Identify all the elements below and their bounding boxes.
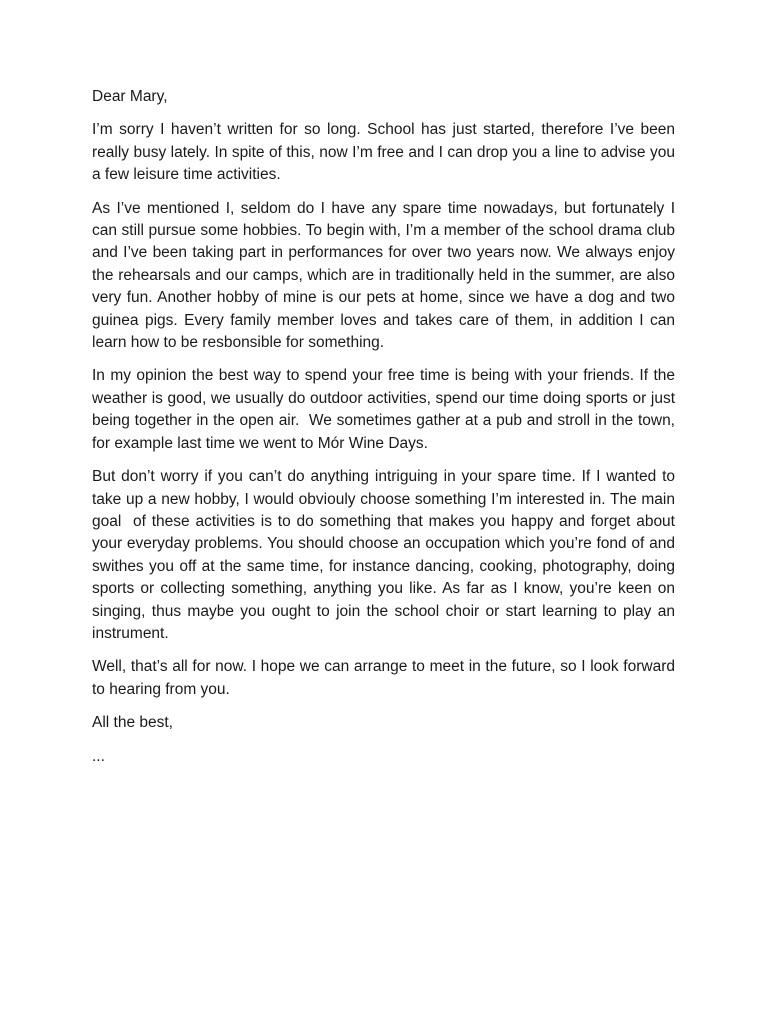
salutation: Dear Mary, [92,88,168,105]
paragraph-conclusion: Well, that’s all for now. I hope we can arrange to meet in the future, so I look forward to hearing from you. [92,658,680,698]
paragraph-intro: I’m sorry I haven’t written for so long. School has just started, therefore I’ve been really busy lately. In spite of this, now I’m free and I can drop you a line to advise you a few leisure time activities. [92,121,680,184]
paragraph-hobbies: As I’ve mentioned I, seldom do I have any spare time nowadays, but fortunately I can still pursue some hobbies. To begin with, I’m a member of the school drama club and I’ve been taking part in performances for over two years now. We always enjoy the rehearsals and our camps, which are in traditionally held in the summer, are also very fun. Another hobby of mine is our pets at home, since we have a dog and two guinea pigs. Every family member loves and takes care of them, in addition I can learn how to be resbonsible for something. [92,199,680,352]
paragraph-advice: But don’t worry if you can’t do anything intriguing in your spare time. If I wanted to take up a new hobby, I would obviouly choose something I’m interested in. The main goal of these activities is to do something that makes you happy and forget about your everyday problems. You should choose an occupation which you’re fond of and swithes you off at the same time, for instance dancing, cooking, photography, doing sports or collecting something, anything you like. As far as I know, you’re keen on singing, thus maybe you ought to join the school choir or start learning to play an instrument. [92,468,680,642]
signature: ... [92,747,105,765]
letter-body [92,86,680,779]
closing: All the best, [92,714,173,732]
paragraph-friends: In my opinion the best way to spend your free time is being with your friends. If the weather is good, we usually do outdoor activities, spend our time doing sports or just being together in the open air. We sometimes gather at a pub and stroll in the town, for example last time we went to Mór Wine Days. [92,367,680,452]
